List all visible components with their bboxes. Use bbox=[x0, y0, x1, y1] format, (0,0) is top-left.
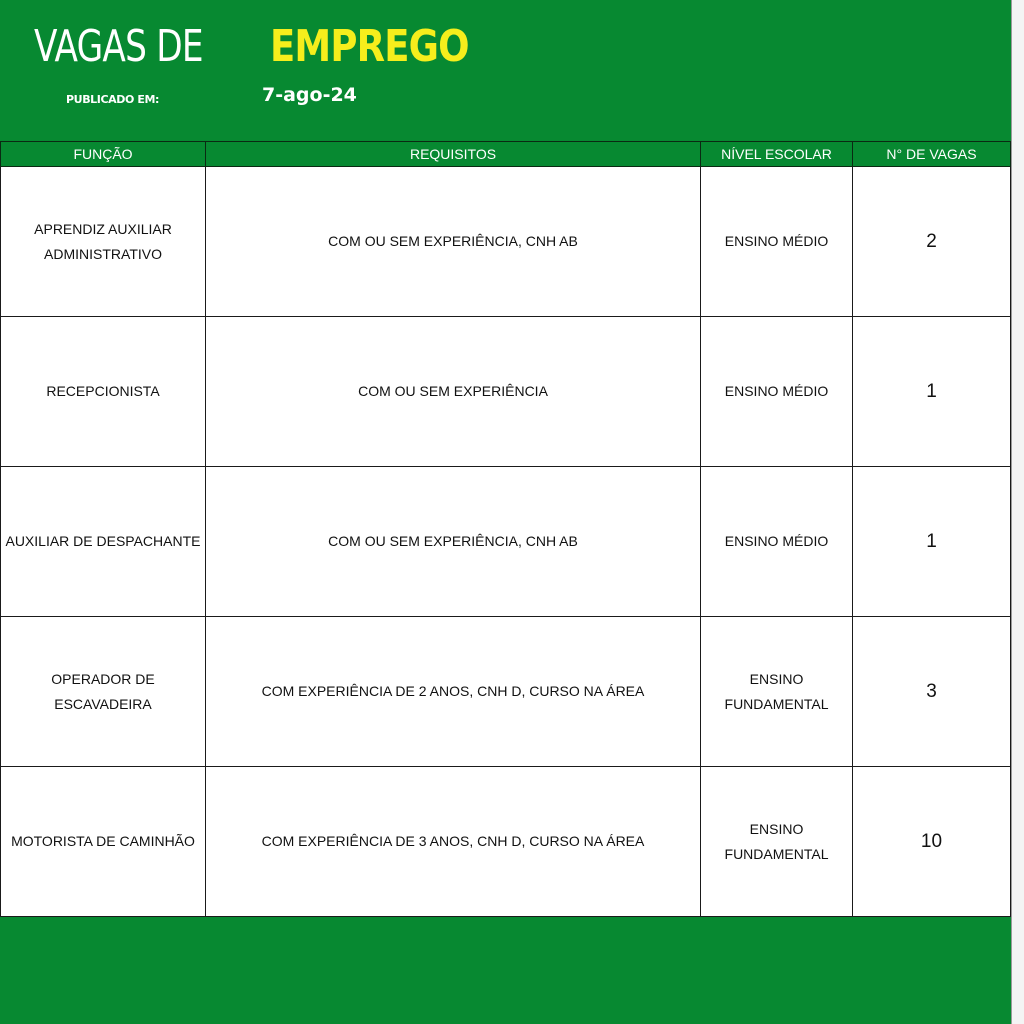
numero-vagas-text: 2 bbox=[926, 231, 937, 252]
numero-vagas-text: 1 bbox=[926, 531, 937, 552]
cell-requisitos bbox=[206, 317, 701, 467]
cell-requisitos bbox=[206, 617, 701, 767]
cell-numero-vagas bbox=[853, 167, 1011, 317]
column-header-requisitos: REQUISITOS bbox=[206, 142, 701, 167]
cell-numero-vagas bbox=[853, 467, 1011, 617]
table-row bbox=[1, 767, 1011, 917]
table-row bbox=[1, 617, 1011, 767]
cell-requisitos bbox=[206, 167, 701, 317]
numero-vagas-text: 3 bbox=[926, 681, 937, 702]
column-header-nivel-escolar: NÍVEL ESCOLAR bbox=[701, 142, 853, 167]
funcao-text: OPERADOR DE ESCAVADEIRA bbox=[51, 670, 155, 712]
numero-vagas-text: 1 bbox=[926, 381, 937, 402]
window-right-edge bbox=[1011, 0, 1024, 1024]
cell-requisitos bbox=[206, 767, 701, 917]
table-row bbox=[1, 167, 1011, 317]
cell-funcao bbox=[1, 617, 206, 767]
title-emprego: EMPREGO bbox=[270, 21, 469, 72]
title-vagas-de: VAGAS DE bbox=[34, 21, 203, 72]
nivel-escolar-text: ENSINO FUNDAMENTAL bbox=[724, 820, 829, 862]
funcao-text: RECEPCIONISTA bbox=[46, 383, 160, 399]
requisitos-text: COM EXPERIÊNCIA DE 2 ANOS, CNH D, CURSO NA ÁREA bbox=[261, 683, 645, 699]
cell-funcao bbox=[1, 467, 206, 617]
nivel-escolar-text: ENSINO MÉDIO bbox=[724, 383, 829, 399]
funcao-text: MOTORISTA DE CAMINHÃO bbox=[11, 833, 195, 849]
nivel-escolar-text: ENSINO MÉDIO bbox=[724, 233, 829, 249]
funcao-text: AUXILIAR DE DESPACHANTE bbox=[5, 533, 201, 549]
funcao-text: APRENDIZ AUXILIAR ADMINISTRATIVO bbox=[34, 220, 172, 262]
table-row bbox=[1, 467, 1011, 617]
table-header-row bbox=[1, 142, 1011, 167]
nivel-escolar-text: ENSINO MÉDIO bbox=[724, 533, 829, 549]
requisitos-text: COM EXPERIÊNCIA DE 3 ANOS, CNH D, CURSO NA ÁREA bbox=[261, 833, 645, 849]
numero-vagas-text: 10 bbox=[920, 831, 943, 852]
job-openings-table bbox=[0, 141, 1011, 917]
cell-nivel-escolar bbox=[701, 317, 853, 467]
cell-nivel-escolar bbox=[701, 467, 853, 617]
cell-nivel-escolar bbox=[701, 617, 853, 767]
cell-nivel-escolar bbox=[701, 767, 853, 917]
table-row bbox=[1, 317, 1011, 467]
cell-numero-vagas bbox=[853, 617, 1011, 767]
published-label: PUBLICADO EM: bbox=[66, 93, 160, 106]
cell-nivel-escolar bbox=[701, 167, 853, 317]
cell-requisitos bbox=[206, 467, 701, 617]
cell-numero-vagas bbox=[853, 317, 1011, 467]
cell-funcao bbox=[1, 167, 206, 317]
requisitos-text: COM OU SEM EXPERIÊNCIA, CNH AB bbox=[328, 233, 578, 249]
column-header-funcao: FUNÇÃO bbox=[1, 142, 206, 167]
cell-funcao bbox=[1, 317, 206, 467]
requisitos-text: COM OU SEM EXPERIÊNCIA, CNH AB bbox=[328, 533, 578, 549]
column-header-numero-vagas: N° DE VAGAS bbox=[853, 142, 1011, 167]
requisitos-text: COM OU SEM EXPERIÊNCIA bbox=[358, 383, 548, 399]
published-date: 7-ago-24 bbox=[262, 84, 357, 106]
nivel-escolar-text: ENSINO FUNDAMENTAL bbox=[724, 670, 829, 712]
cell-funcao bbox=[1, 767, 206, 917]
cell-numero-vagas bbox=[853, 767, 1011, 917]
